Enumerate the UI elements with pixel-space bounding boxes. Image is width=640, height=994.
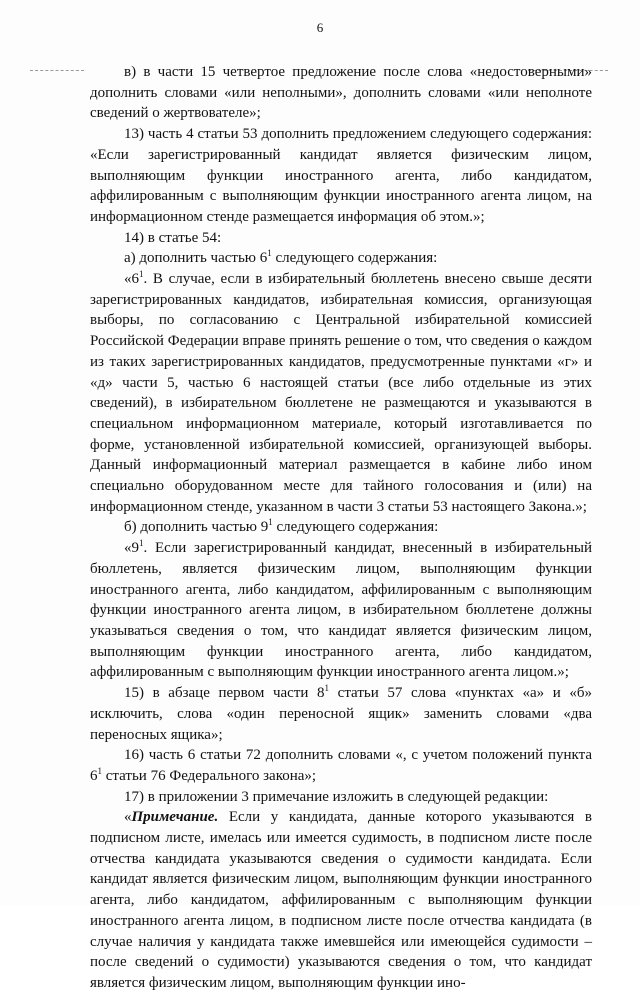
superscript: 1 [324,683,330,694]
paragraph-text: «9 [124,540,139,557]
paragraph-text: статьи 57 слова «пунктах «а» и «б» исключить, слова «один переносной ящик» заменить словами «два переносных ящика»; [90,685,592,743]
superscript: 1 [268,517,273,528]
paragraph-text: 15) в абзаце первом части 8 [124,685,325,702]
paragraph-note [90,807,592,993]
paragraph-text: . Если зарегистрированный кандидат, внесенный в избирательный бюллетень, является физическим лицом, выполняющим функции иностранного агента, либо кандидатом, аффилированным с выполняющим функции иностранного агента лицом, в избирательном бюллетене должны указываться сведения о том, что кандидат является физическим лицом, выполняющим функции иностранного агента, либо кандидатом, аффилированным с выполняющим функции иностранного агента лицом.»; [90,540,592,681]
paragraph-text: 13) часть 4 статьи 53 дополнить предложением следующего содержания: «Если зарегистрированный кандидат является физическим лицом, выполняющим функции иностранного агента, либо кандидатом, аффилированным с выполняющим функции иностранного агента лицом, на информационном стенде размещается информация об этом.»; [90,126,592,225]
paragraph-text: статьи 76 Федерального закона»; [102,767,317,784]
paragraph-v [90,62,592,124]
paragraph-14a [90,248,592,269]
paragraph-9-1 [90,538,592,683]
paragraph-text: в) в части 15 четвертое предложение после слова «недостоверными» дополнить словами «или неполными», дополнить словами «или неполноте сведений о жертвователе»; [90,64,592,122]
paragraph-text: « [124,809,132,826]
superscript: 1 [139,269,144,280]
superscript: 1 [139,538,144,549]
paragraph-text: а) дополнить частью 6 [124,250,268,267]
paragraph-text: б) дополнить частью 9 [124,519,269,536]
paragraph-text: Если у кандидата, данные которого указываются в подписном листе, имелась или имеется судимость, в подписном листе после отчества кандидата указываются сведения о судимости кандидата. Если кандидат является физическим лицом, выполняющим функции иностранного агента, либо кандидатом, аффилированным с выполняющим функции иностранного агента лицом, в подписном листе после отчества кандидата (в случае наличия у кандидата также имевшейся или имеющейся судимости – после сведений о судимости) указываются сведения о том, что кандидат является физическим лицом, выполняющим функции ино- [90,809,592,991]
document-body [90,62,592,994]
margin-rule-left [30,70,84,71]
paragraph-16 [90,745,592,786]
paragraph-17 [90,787,592,808]
superscript: 1 [267,248,272,259]
superscript: 1 [97,765,102,776]
paragraph-text: следующего содержания: [272,519,439,536]
paragraph-text: 16) часть 6 статьи 72 дополнить словами «, с учетом положений пункта 6 [90,747,592,784]
paragraph-14b [90,517,592,538]
paragraph-text: 14) в статье 54: [124,229,222,246]
note-heading: Примечание. [131,809,219,826]
paragraph-14 [90,228,592,249]
paragraph-text: следующего содержания: [271,250,438,267]
page-number: 6 [316,20,324,35]
paragraph-text: 17) в приложении 3 примечание изложить в следующей редакции: [124,788,549,805]
paragraph-6-1 [90,269,592,517]
paragraph-text: . В случае, если в избирательный бюллетень внесено свыше десяти зарегистрированных кандидатов, избирательная комиссия, организующая выборы, по согласованию с Центральной избирательной комиссией Российской Федерации вправе принять решение о том, что сведения о каждом из таких зарегистрированных кандидатов, предусмотренные пунктами «г» и «д» части 5, частью 6 настоящей статьи (все либо отдельные из этих сведений), в избирательном бюллетене не размещаются и указываются в специальном информационном материале, который изготавливается по форме, установленной избирательной комиссией, организующей выборы. Данный информационный материал размещается в кабине либо ином специально оборудованном месте для тайного голосования и (или) на информационном стенде, указанном в части 3 статьи 53 настоящего Закона.»; [90,271,592,515]
paragraph-text: «6 [124,271,139,288]
paragraph-15 [90,683,592,745]
paragraph-13 [90,124,592,228]
